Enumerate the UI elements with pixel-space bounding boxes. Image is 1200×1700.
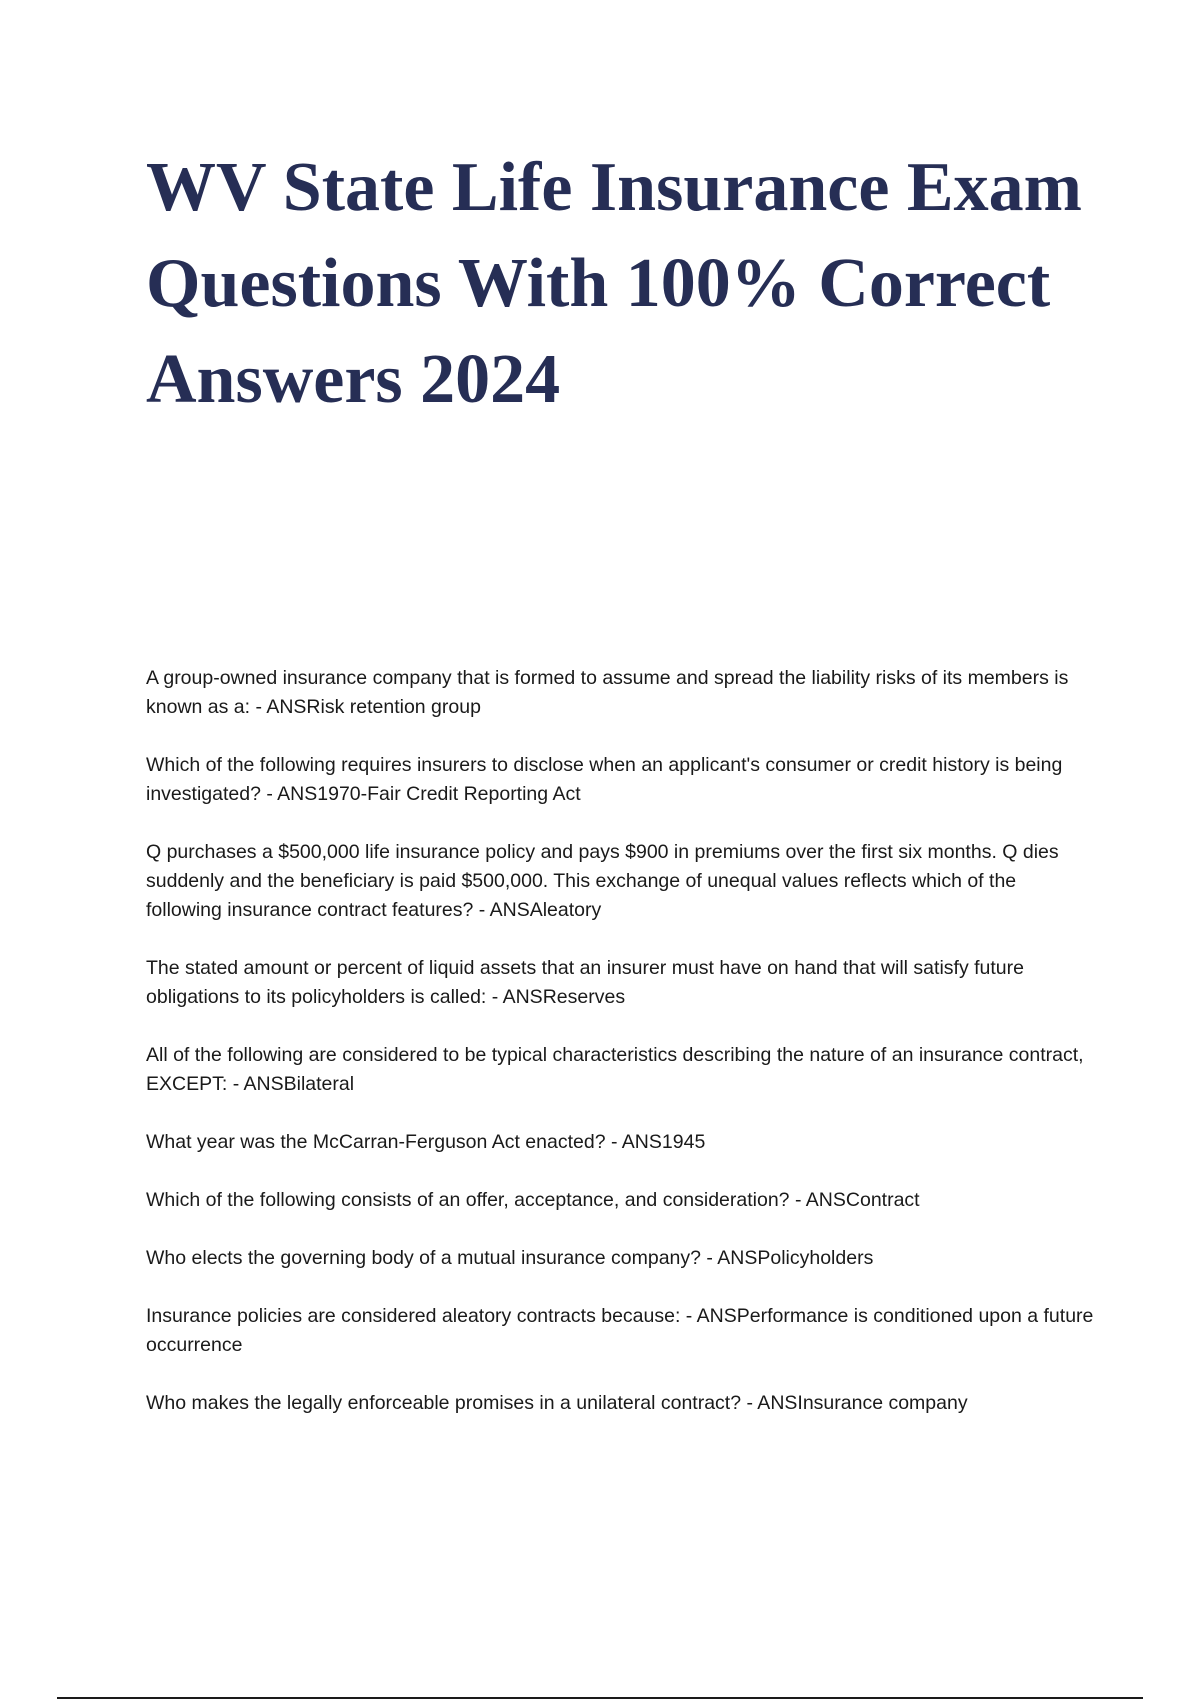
qa-item xyxy=(146,751,1096,809)
question-text: All of the following are considered to be typical characteristics describing the nature of an insurance contract, EXCEPT: - ANS xyxy=(146,1044,1084,1095)
answer-text: Policyholders xyxy=(757,1247,874,1269)
question-text: The stated amount or percent of liquid assets that an insurer must have on hand that will satisfy future obligations to its policyholders is called: - ANS xyxy=(146,957,1024,1008)
footer-divider xyxy=(57,1697,1143,1699)
answer-text: 1945 xyxy=(661,1131,706,1153)
document-title: WV State Life Insurance Exam Questions With 100% Correct Answers 2024 xyxy=(146,149,1082,418)
answer-text: 1970-Fair Credit Reporting Act xyxy=(317,783,581,805)
answer-text: Reserves xyxy=(542,986,626,1008)
question-text: Q purchases a $500,000 life insurance policy and pays $900 in premiums over the first six months. Q dies suddenly and the beneficiary is paid $500,000. This exchange of unequal values reflects which of the following insurance contract features? - ANS xyxy=(146,841,1059,921)
answer-text: Aleatory xyxy=(529,899,602,921)
question-text: A group-owned insurance company that is formed to assume and spread the liability risks of its members is known as a: - ANS xyxy=(146,667,1069,718)
question-text: What year was the McCarran-Ferguson Act enacted? - ANS xyxy=(146,1131,662,1153)
qa-item xyxy=(146,1244,1096,1273)
question-text: Insurance policies are considered aleatory contracts because: - ANS xyxy=(146,1305,737,1327)
answer-text: Performance is conditioned upon a future occurrence xyxy=(146,1305,1094,1356)
qa-item xyxy=(146,664,1096,722)
answer-text: Insurance company xyxy=(797,1392,968,1414)
qa-list xyxy=(146,664,1096,1447)
qa-item xyxy=(146,1302,1096,1360)
qa-item xyxy=(146,1128,1096,1157)
qa-item xyxy=(146,954,1096,1012)
question-text: Which of the following consists of an offer, acceptance, and consideration? - ANS xyxy=(146,1189,846,1211)
answer-text: Risk retention group xyxy=(306,696,481,718)
qa-item xyxy=(146,1389,1096,1418)
qa-item xyxy=(146,1041,1096,1099)
question-text: Which of the following requires insurers to disclose when an applicant's consumer or credit history is being investigated? - ANS xyxy=(146,754,1063,805)
answer-text: Bilateral xyxy=(283,1073,355,1095)
answer-text: Contract xyxy=(845,1189,920,1211)
question-text: Who makes the legally enforceable promises in a unilateral contract? - ANS xyxy=(146,1392,798,1414)
question-text: Who elects the governing body of a mutual insurance company? - ANS xyxy=(146,1247,758,1269)
qa-item xyxy=(146,838,1096,925)
qa-item xyxy=(146,1186,1096,1215)
